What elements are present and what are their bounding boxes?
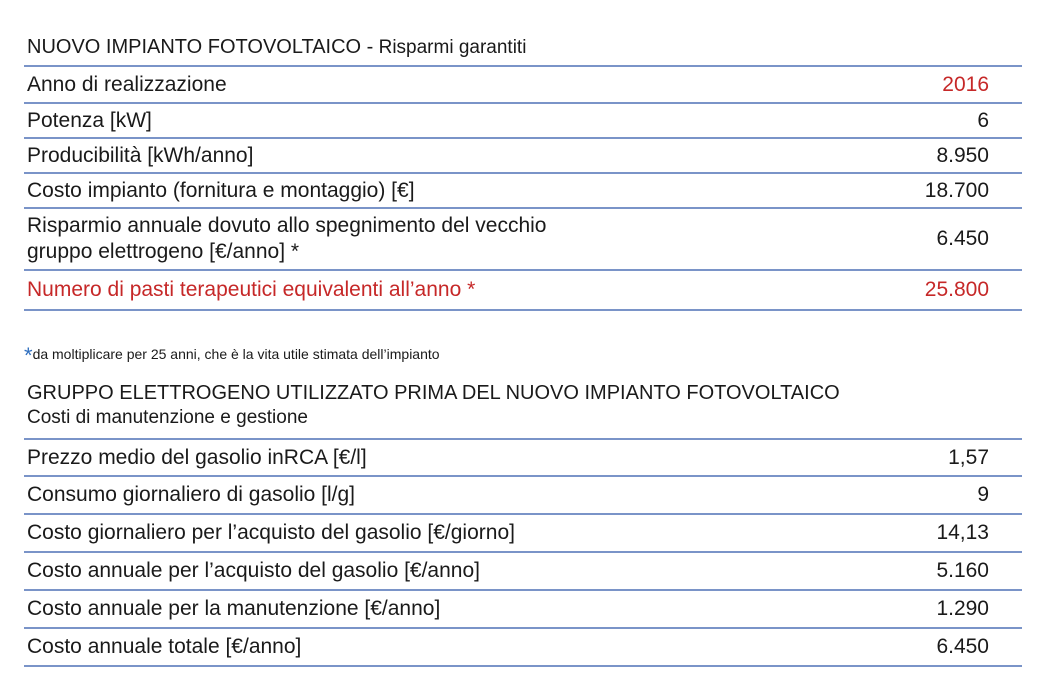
table-row [24,477,1022,515]
section-generator [24,380,1022,667]
table-row-highlight [24,271,1022,311]
asterisk-icon: * [24,343,33,368]
table-row [24,515,1022,553]
table-row [24,209,1022,271]
row-value: 2016 [942,72,989,96]
row-value: 6.450 [936,227,989,250]
row-label: Costo annuale totale [€/anno] [27,635,302,658]
section-subtitle: Risparmi garantiti [373,37,527,58]
section-subtitle: Costi di manutenzione e gestione [27,407,308,428]
table-row [24,104,1022,139]
row-label: Costo giornaliero per l’acquisto del gasolio [€/giorno] [27,521,515,544]
row-label: Costo annuale per la manutenzione [€/anno] [27,597,441,620]
section-title-text: NUOVO IMPIANTO FOTOVOLTAICO - [27,36,374,58]
row-label: Anno di realizzazione [27,72,227,96]
data-table [24,440,1022,667]
table-row [24,440,1022,477]
row-value: 18.700 [924,178,989,202]
row-label: Prezzo medio del gasolio inRCA [€/l] [27,445,367,469]
footnote-text: da moltiplicare per 25 anni, che è la vita utile stimata dell’impianto [32,346,440,362]
row-value: 5.160 [936,559,989,582]
data-table [24,67,1022,311]
row-value: 25.800 [924,278,989,301]
section-new-pv-plant [24,34,1022,311]
table-row [24,553,1022,591]
row-value: 1,57 [948,445,989,469]
section-title [24,34,1022,61]
table-row [24,591,1022,629]
row-value: 6.450 [936,635,989,658]
section-title: GRUPPO ELETTROGENO UTILIZZATO PRIMA DEL NUOVO IMPIANTO FOTOVOLTAICO [27,382,840,404]
row-label: Potenza [kW] [27,108,152,132]
table-row [24,139,1022,174]
row-label: Consumo giornaliero di gasolio [l/g] [27,483,356,506]
row-label: Numero di pasti terapeutici equivalenti all’anno * [27,278,476,301]
footnote [24,343,440,368]
row-value: 9 [977,483,989,506]
table-row [24,629,1022,667]
table-row [24,174,1022,209]
row-label: Risparmio annuale dovuto allo spegnimento del vecchio gruppo elettrogeno [€/anno] * [27,214,547,263]
row-label: Producibilità [kWh/anno] [27,143,254,167]
row-label: Costo annuale per l’acquisto del gasolio [€/anno] [27,559,480,582]
row-value: 1.290 [936,597,989,620]
row-value: 6 [977,108,989,132]
row-label: Costo impianto (fornitura e montaggio) [€] [27,178,415,202]
row-value: 8.950 [936,143,989,167]
table-row [24,67,1022,104]
row-value: 14,13 [936,521,989,544]
